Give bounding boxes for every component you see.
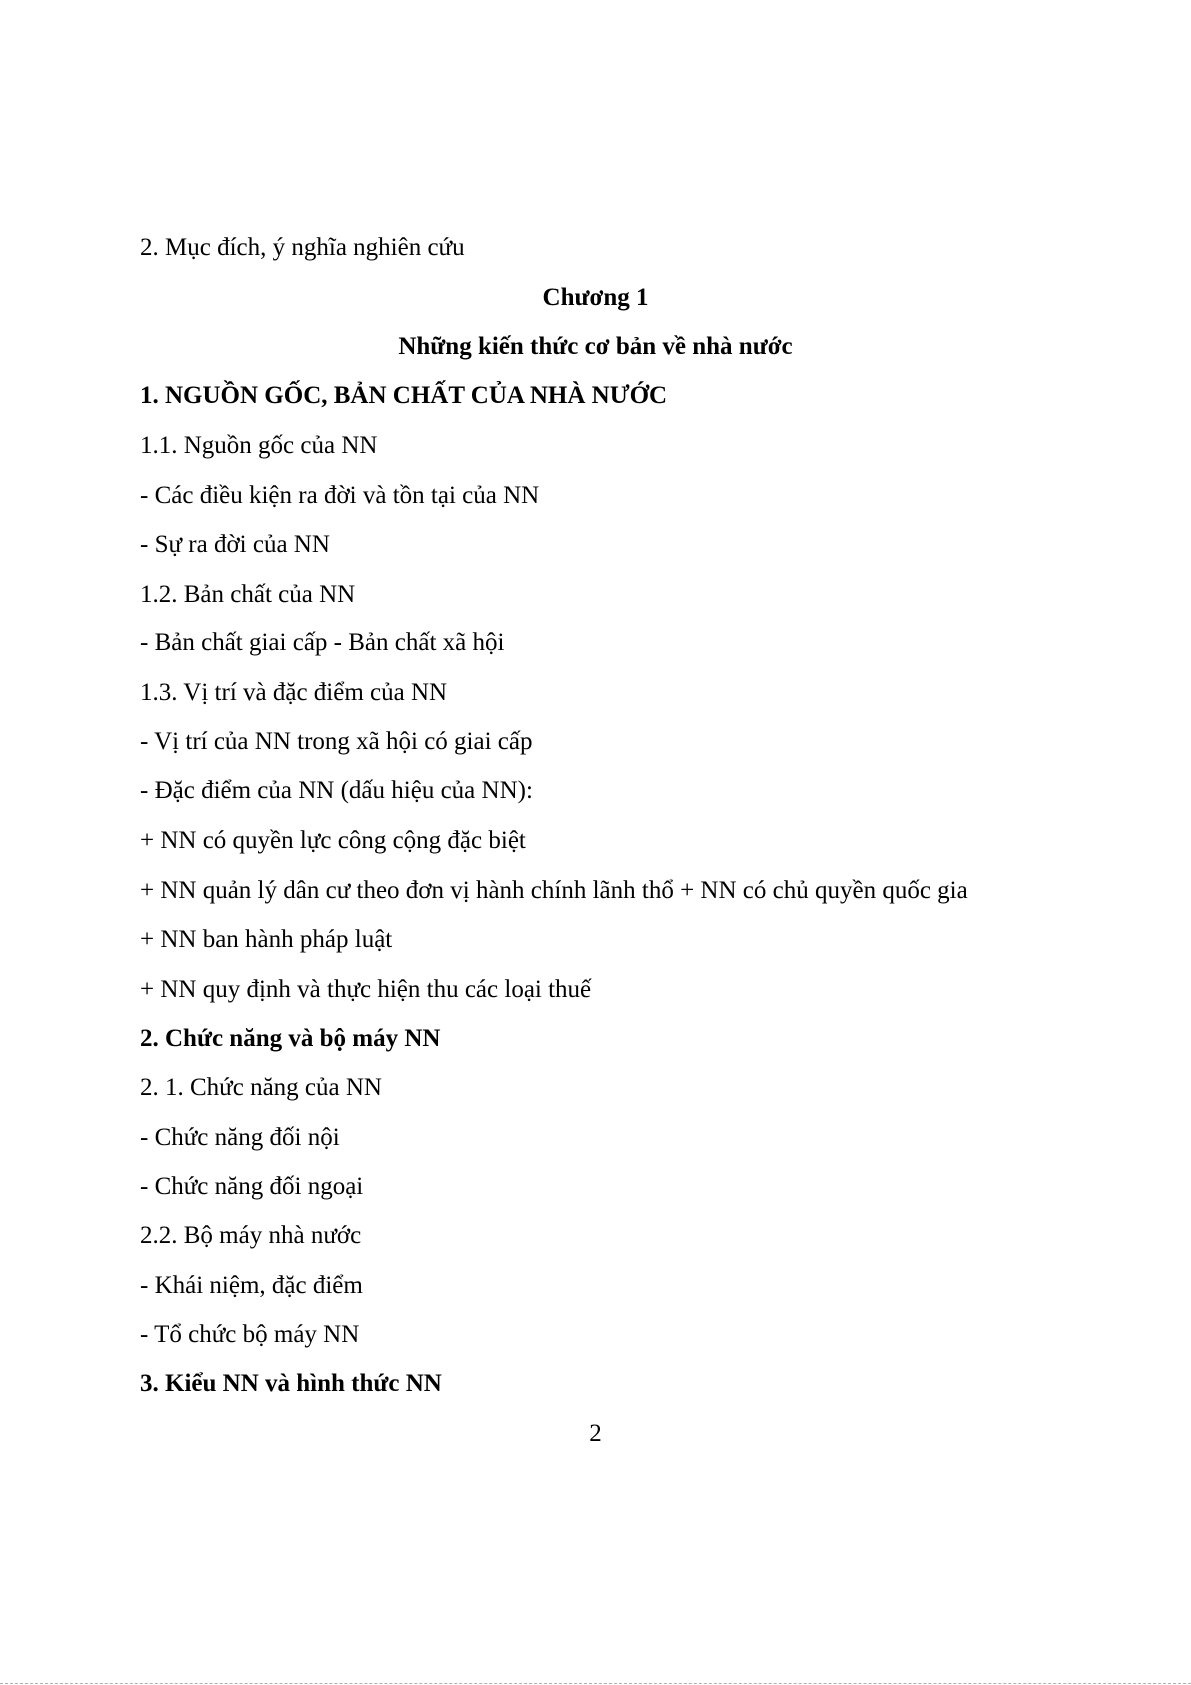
list-item: - Tổ chức bộ máy NN: [140, 1321, 360, 1348]
subsection-heading: 2. 1. Chức năng của NN: [140, 1074, 382, 1101]
list-item: - Chức năng đối ngoại: [140, 1173, 364, 1200]
chapter-title: Những kiến thức cơ bản về nhà nước: [398, 333, 793, 360]
subsection-heading: 1.2. Bản chất của NN: [140, 581, 356, 608]
list-item: + NN quản lý dân cư theo đơn vị hành chính lãnh thổ + NN có chủ quyền quốc gia: [140, 877, 968, 904]
section-heading: 3. Kiểu NN và hình thức NN: [140, 1370, 442, 1397]
list-item: - Sự ra đời của NN: [140, 531, 330, 558]
chapter-number: Chương 1: [542, 284, 649, 311]
section-heading-research-purpose: 2. Mục đích, ý nghĩa nghiên cứu: [140, 234, 465, 261]
list-item: - Đặc điểm của NN (dấu hiệu của NN):: [140, 777, 533, 804]
list-item: - Vị trí của NN trong xã hội có giai cấp: [140, 728, 533, 755]
list-item: - Chức năng đối nội: [140, 1124, 340, 1151]
list-item: - Bản chất giai cấp - Bản chất xã hội: [140, 629, 505, 656]
list-item: + NN ban hành pháp luật: [140, 926, 393, 953]
section-heading: 2. Chức năng và bộ máy NN: [140, 1025, 441, 1052]
section-heading: 1. NGUỒN GỐC, BẢN CHẤT CỦA NHÀ NƯỚC: [140, 382, 668, 409]
page-number: 2: [589, 1420, 602, 1447]
subsection-heading: 2.2. Bộ máy nhà nước: [140, 1222, 362, 1249]
list-item: + NN quy định và thực hiện thu các loại thuế: [140, 976, 592, 1003]
list-item: + NN có quyền lực công cộng đặc biệt: [140, 827, 526, 854]
list-item: - Khái niệm, đặc điểm: [140, 1272, 363, 1299]
list-item: - Các điều kiện ra đời và tồn tại của NN: [140, 482, 540, 509]
subsection-heading: 1.1. Nguồn gốc của NN: [140, 432, 378, 459]
subsection-heading: 1.3. Vị trí và đặc điểm của NN: [140, 679, 448, 706]
